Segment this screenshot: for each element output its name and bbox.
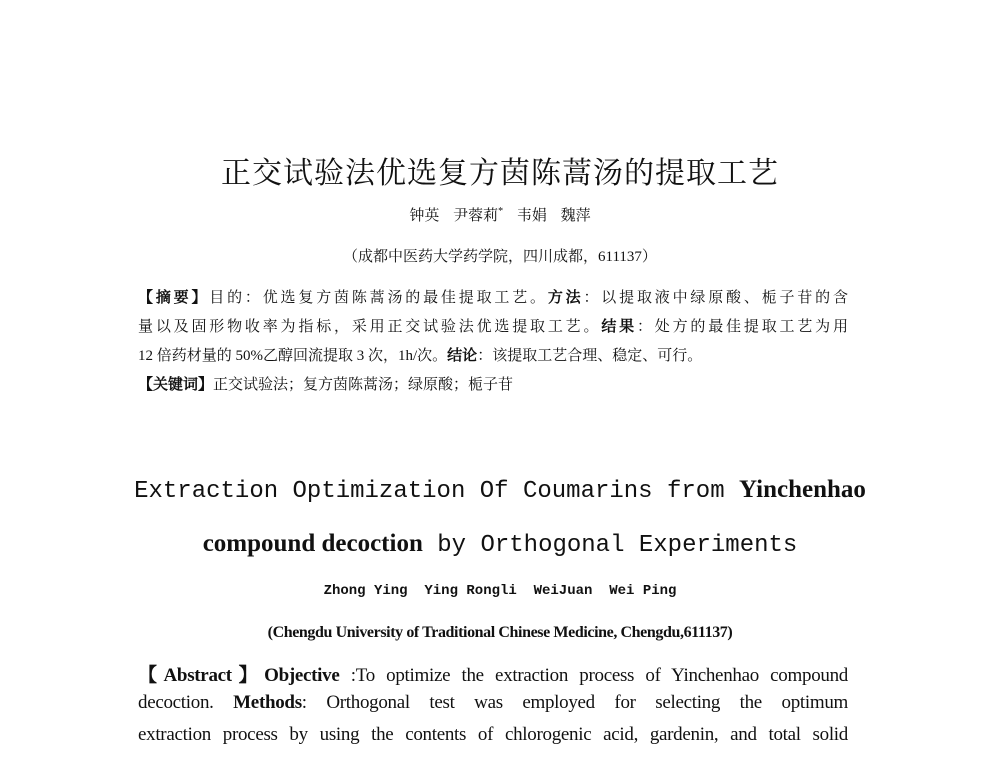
text: : Orthogonal test was employed for selecting the optimum	[301, 692, 849, 713]
objective-label: Objective	[264, 665, 340, 686]
abstract-label: 【Abstract】	[138, 665, 265, 686]
keywords: 正交试验法；复方茵陈蒿汤；绿原酸；栀子苷	[213, 377, 514, 393]
text: Extraction Optimization Of Coumarins from	[134, 478, 739, 505]
methods-label: Methods	[233, 692, 302, 713]
author: 韦娟	[516, 208, 547, 224]
chinese-abstract-line	[138, 286, 848, 307]
english-title-line1	[0, 476, 1000, 505]
chinese-authors	[0, 204, 1000, 225]
chinese-keywords	[138, 373, 513, 394]
english-authors: Zhong Ying Ying Rongli WeiJuan Wei Ping	[323, 583, 677, 599]
abstract-label: 【摘要】	[138, 290, 210, 306]
author: 尹蓉莉*	[453, 206, 504, 224]
text: 目的：优选复方茵陈蒿汤的最佳提取工艺。	[209, 290, 548, 306]
conclusion-label: 结论	[447, 348, 478, 364]
text: decoction.	[138, 692, 234, 713]
english-abstract-line	[138, 692, 848, 714]
english-title-line2	[0, 530, 1000, 559]
chinese-affiliation: （成都中医药大学药学院，四川成都，611137）	[343, 249, 657, 265]
text: ：处方的最佳提取工艺为用	[636, 319, 848, 335]
text: ：以提取液中绿原酸、栀子苷的含	[583, 290, 848, 306]
author: 魏萍	[560, 208, 591, 224]
keywords-label: 【关键词】	[138, 377, 214, 393]
english-abstract-line: extraction process by using the contents of chlorogenic acid, gardenin, and total solid	[138, 724, 848, 745]
text: ：该提取工艺合理、稳定、可行。	[477, 348, 703, 364]
english-affiliation: (Chengdu University of Traditional Chinese Medicine, Chengdu,611137)	[267, 624, 733, 641]
methods-label: 方法	[547, 290, 584, 306]
text: 12 倍药材量的 50%乙醇回流提取 3 次，1h/次。	[138, 348, 448, 364]
text: by Orthogonal Experiments	[422, 532, 798, 559]
chinese-abstract-line	[138, 344, 702, 365]
chinese-title: 正交试验法优选复方茵陈蒿汤的提取工艺	[221, 157, 779, 190]
text: Yinchenhao	[739, 476, 866, 503]
chinese-abstract-line	[138, 315, 848, 336]
text: :To optimize the extraction process of Yinchenhao compound	[339, 665, 848, 686]
corresponding-mark: *	[498, 206, 504, 217]
author: 钟英	[409, 208, 440, 224]
english-abstract-line	[138, 660, 848, 687]
text: 量以及固形物收率为指标，采用正交试验法优选提取工艺。	[138, 319, 602, 335]
text: compound decoction	[202, 530, 423, 557]
results-label: 结果	[601, 319, 637, 335]
